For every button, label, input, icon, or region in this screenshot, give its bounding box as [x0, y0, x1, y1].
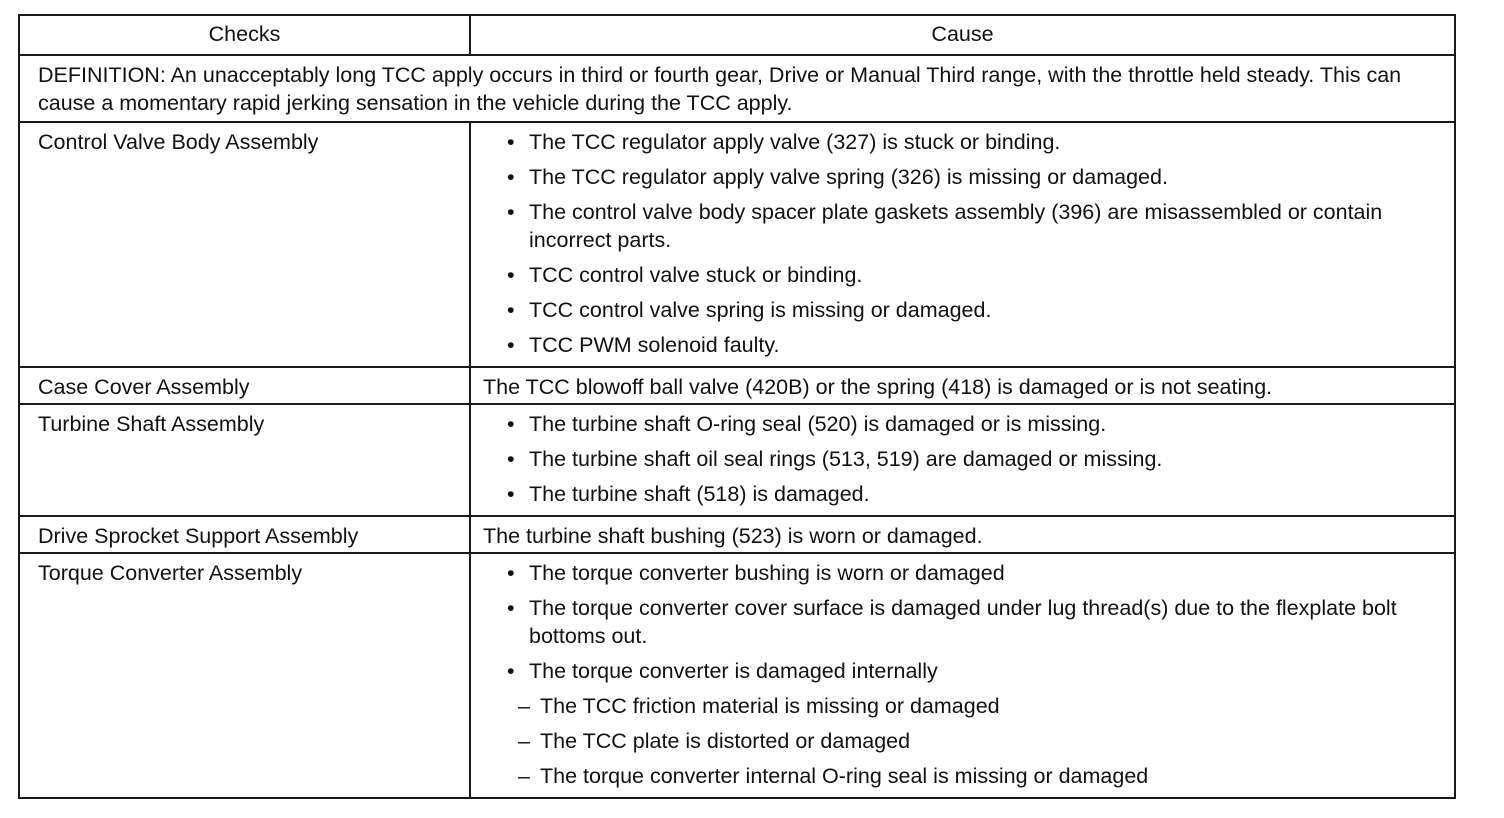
cause-item: • The turbine shaft oil seal rings (513, 519) are damaged or missing. [505, 445, 1442, 473]
check-case-cover: Case Cover Assembly [19, 367, 470, 404]
cause-item: • TCC PWM solenoid faulty. [505, 331, 1442, 359]
cause-header: Cause [470, 15, 1455, 55]
cause-list [505, 410, 1442, 508]
check-turbine-shaft: Turbine Shaft Assembly [19, 404, 470, 516]
cause-item: • The control valve body spacer plate gaskets assembly (396) are misassembled or contain incorrect parts. [505, 198, 1442, 254]
table-row [19, 122, 1455, 367]
diagnosis-table [18, 14, 1456, 799]
check-control-valve-body: Control Valve Body Assembly [19, 122, 470, 367]
check-torque-converter: Torque Converter Assembly [19, 553, 470, 798]
cause-item: • The torque converter bushing is worn or damaged [505, 559, 1442, 587]
cause-text: The TCC blowoff ball valve (420B) or the spring (418) is damaged or is not seating. [470, 367, 1455, 404]
sub-cause-item: – The TCC plate is distorted or damaged [518, 727, 1442, 755]
sub-cause-item: – The TCC friction material is missing or damaged [518, 692, 1442, 720]
cause-cell [470, 553, 1455, 798]
cause-item: • The TCC regulator apply valve spring (326) is missing or damaged. [505, 163, 1442, 191]
cause-item: • The turbine shaft O-ring seal (520) is damaged or is missing. [505, 410, 1442, 438]
sub-cause-list [505, 692, 1442, 790]
definition-text: DEFINITION: An unacceptably long TCC apply occurs in third or fourth gear, Drive or Manual Third range, with the throttle held steady. This can cause a momentary rapid jerking sensation in the vehicle during the TCC apply. [19, 55, 1455, 122]
table-row [19, 367, 1455, 404]
cause-list [505, 559, 1442, 685]
table-row [19, 516, 1455, 553]
cause-text: The turbine shaft bushing (523) is worn or damaged. [470, 516, 1455, 553]
table-row [19, 404, 1455, 516]
cause-item [505, 657, 1442, 685]
cause-cell [470, 122, 1455, 367]
cause-item: • The torque converter cover surface is damaged under lug thread(s) due to the flexplate bolt bottoms out. [505, 594, 1442, 650]
sub-cause-item: – The torque converter internal O-ring seal is missing or damaged [518, 762, 1442, 790]
cause-item: • The turbine shaft (518) is damaged. [505, 480, 1442, 508]
cause-item-text: The torque converter is damaged internally [529, 659, 938, 683]
cause-item: • The TCC regulator apply valve (327) is stuck or binding. [505, 128, 1442, 156]
cause-item: • TCC control valve stuck or binding. [505, 261, 1442, 289]
definition-row [19, 55, 1455, 122]
header-row [19, 15, 1455, 55]
cause-cell [470, 404, 1455, 516]
cause-list [505, 128, 1442, 359]
cause-item: • TCC control valve spring is missing or damaged. [505, 296, 1442, 324]
table-row [19, 553, 1455, 798]
checks-header: Checks [19, 15, 470, 55]
check-drive-sprocket: Drive Sprocket Support Assembly [19, 516, 470, 553]
